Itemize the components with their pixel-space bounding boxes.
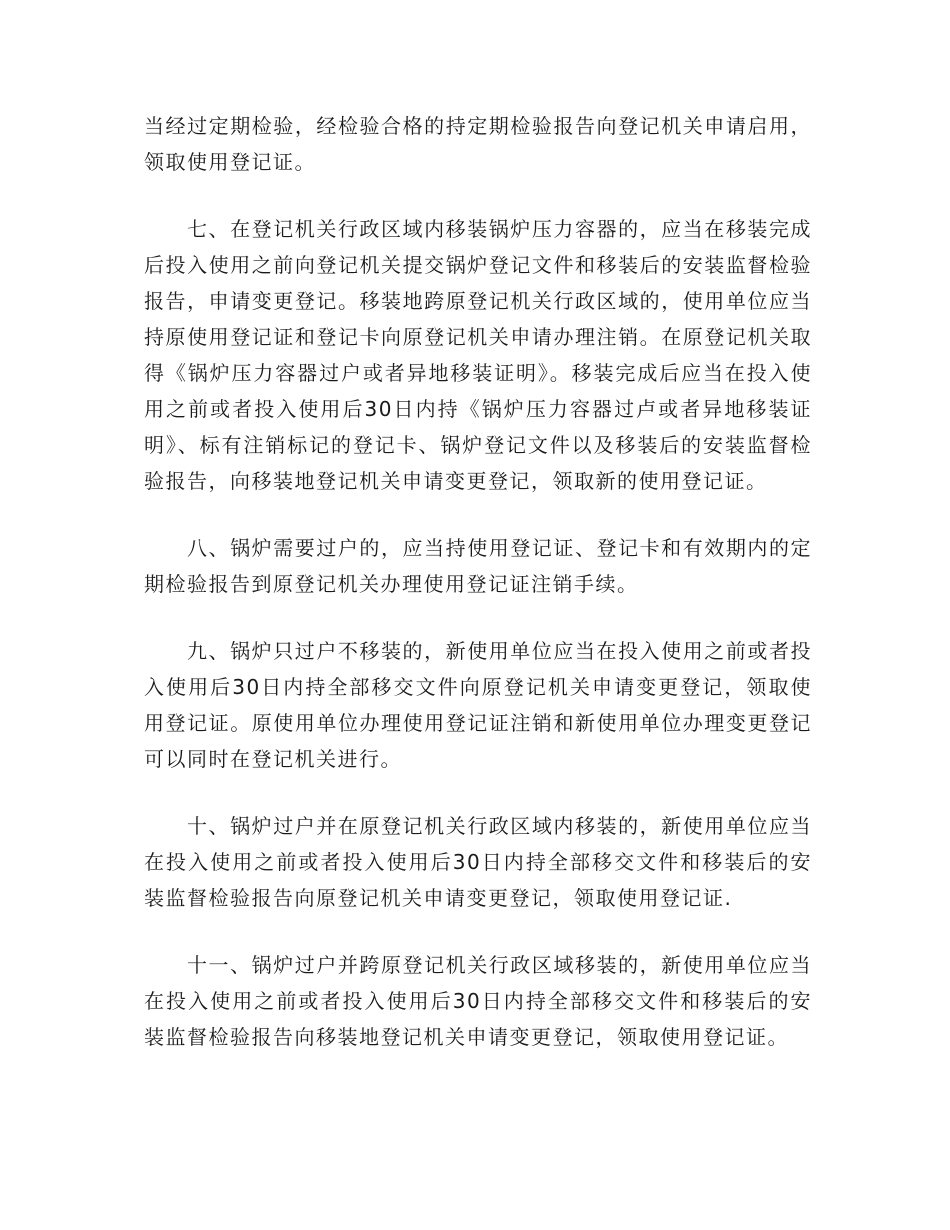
paragraph-item-8: 八、锅炉需要过户的，应当持使用登记证、登记卡和有效期内的定期检验报告到原登记机关办理使用登记证注销手续。 (144, 536, 812, 596)
paragraph-item-7: 七、在登记机关行政区域内移装锅炉压力容器的，应当在移装完成后投入使用之前向登记机关提交锅炉登记文件和移装后的安装监督检验报告，申请变更登记。移装地跨原登记机关行政区域的，使用单位应当持原使用登记证和登记卡向原登记机关申请办理注销。在原登记机关取得《锅炉压力容器过户或者异地移装证明》。移装完成后应当在投入使用之前或者投入使用后30日内持《锅炉压力容器过卢或者异地移装证明》、标有注销标记的登记卡、锅炉登记文件以及移装后的安装监督检验报告，向移装地登记机关申请变更登记，领取新的使用登记证。 (144, 217, 812, 493)
paragraph-item-10: 十、锅炉过户并在原登记机关行政区域内移装的，新使用单位应当在投入使用之前或者投入使用后30日内持全部移交文件和移装后的安装监督检验报告向原登记机关申请变更登记，领取使用登记证. (144, 814, 812, 910)
paragraph-continuation: 当经过定期检验，经检验合格的持定期检验报告向登记机关申请启用，领取使用登记证。 (144, 114, 812, 174)
document-body (144, 108, 812, 1055)
paragraph-item-11: 十一、锅炉过户并跨原登记机关行政区域移装的，新使用单位应当在投入使用之前或者投入使用后30日内持全部移交文件和移装后的安装监督检验报告向移装地登记机关申请变更登记，领取使用登记证。 (144, 953, 812, 1049)
paragraph-item-9: 九、锅炉只过户不移装的，新使用单位应当在投入使用之前或者投入使用后30日内持全部移交文件向原登记机关申请变更登记，领取使用登记证。原使用单位办理使用登记证注销和新使用单位办理变更登记可以同时在登记机关进行。 (144, 639, 812, 771)
